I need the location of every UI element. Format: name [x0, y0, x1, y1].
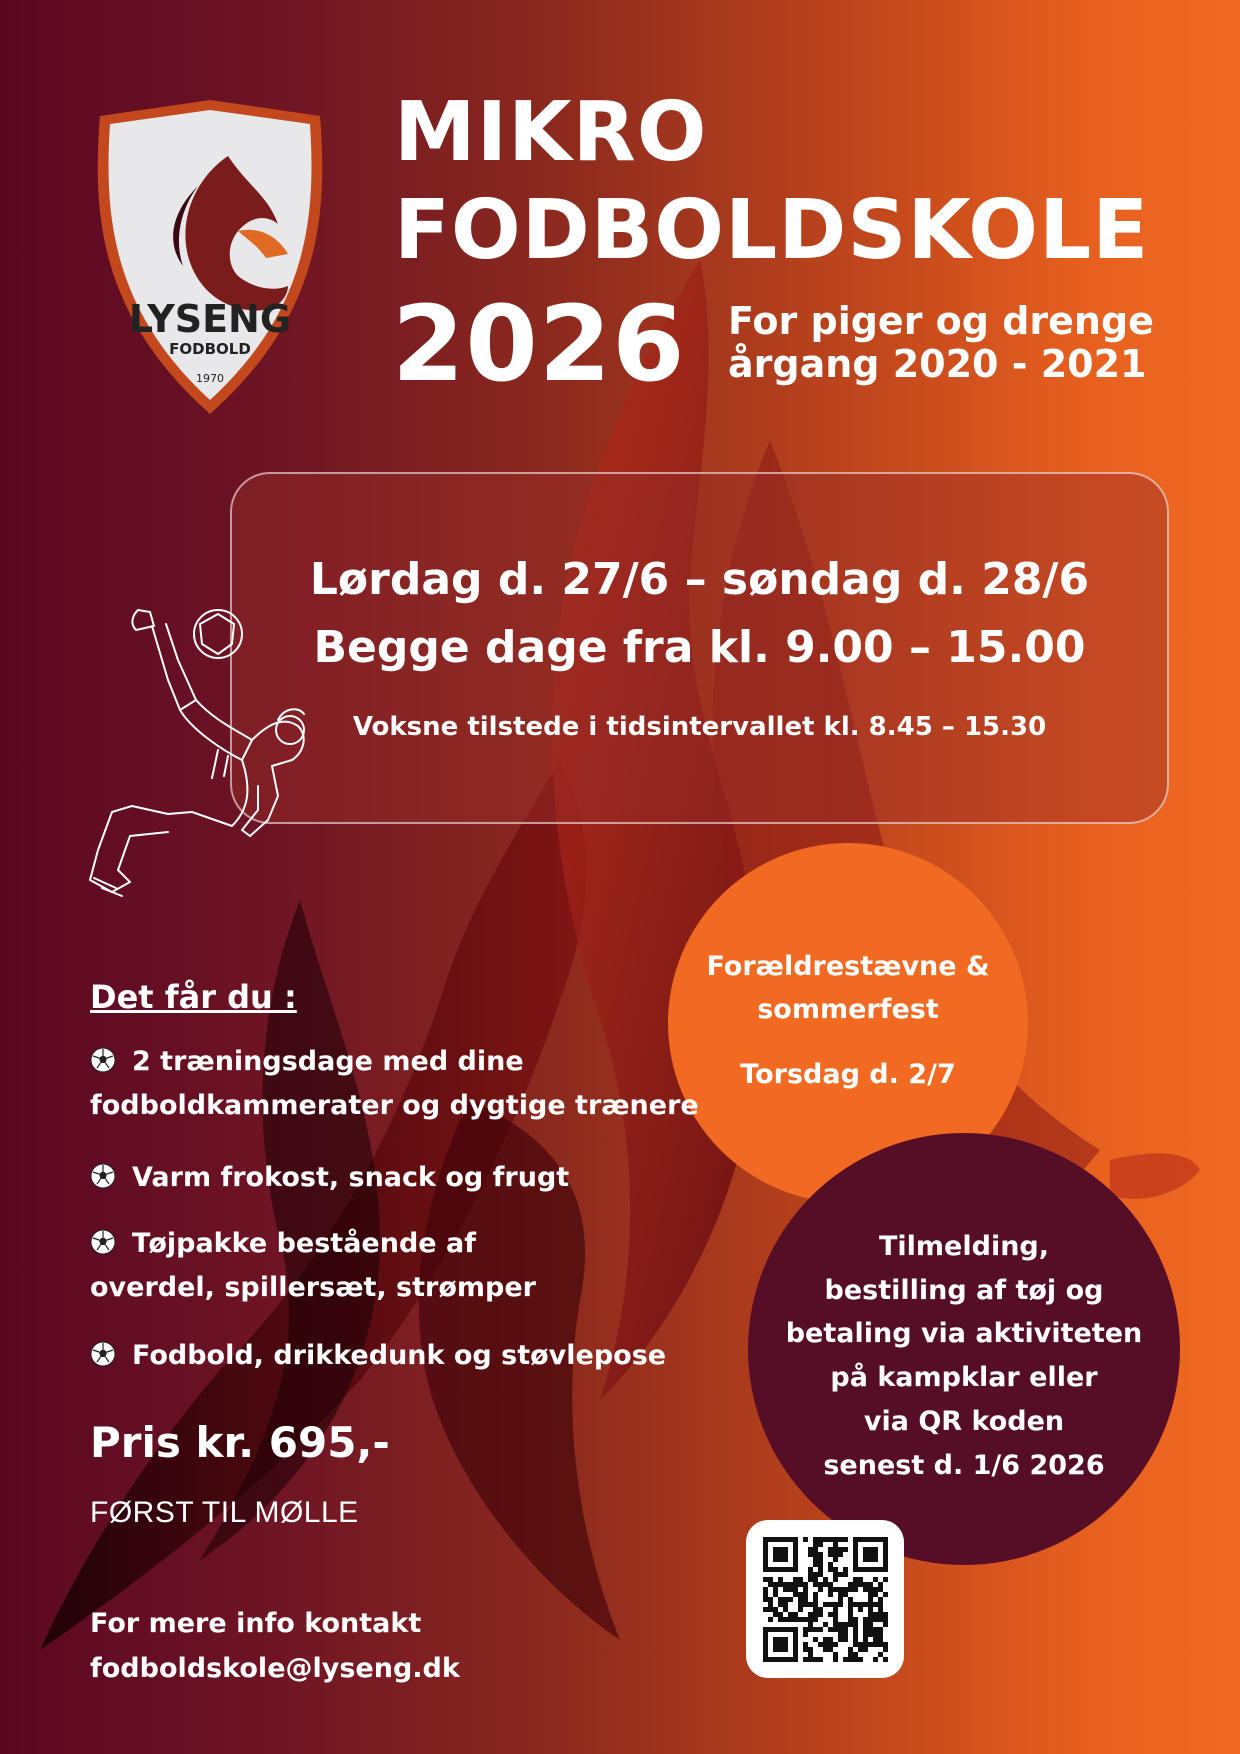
parent-event-line-1: Forældrestævne & [706, 951, 990, 982]
first-come-text: FØRST TIL MØLLE [90, 1496, 359, 1529]
benefit-item [90, 1222, 710, 1309]
subtitle-line-1: For piger og drenge [728, 299, 1154, 343]
bicycle-kick-player-icon [72, 600, 322, 900]
football-icon [90, 1229, 116, 1255]
benefit-text-cont: fodboldkammerater og dygtige trænere [90, 1089, 699, 1121]
benefits-title: Det får du : [90, 978, 297, 1016]
contact-email[interactable]: fodboldskole@lyseng.dk [90, 1652, 460, 1684]
title-line-1: MIKRO [394, 85, 708, 180]
parent-event-line-2: sommerfest [757, 994, 939, 1026]
benefit-text: 2 træningsdage med dine [132, 1046, 524, 1077]
contact-info [90, 1602, 460, 1691]
football-icon [90, 1047, 116, 1073]
title-year: 2026 [392, 283, 686, 405]
date-box [230, 472, 1169, 824]
registration-circle [748, 1133, 1180, 1565]
benefit-text-cont: overdel, spillersæt, strømper [90, 1271, 536, 1303]
qr-code[interactable] [746, 1520, 904, 1678]
lyseng-fodbold-logo [88, 96, 332, 418]
club-name: LYSENG [128, 297, 292, 341]
qr-code-icon [746, 1520, 904, 1678]
benefit-item [90, 1040, 710, 1127]
title-line-2: FODBOLDSKOLE [394, 183, 1150, 278]
date-line-1: Lørdag d. 27/6 – søndag d. 28/6 [309, 554, 1090, 605]
football-icon [90, 1163, 116, 1189]
subtitle [728, 300, 1154, 385]
contact-line: For mere info kontakt [90, 1608, 422, 1639]
registration-text: Tilmelding, bestilling af tøj og betaling via aktiviteten på kampklar eller via QR koden senest d. 1/6 2026 [785, 1231, 1143, 1481]
parent-event-title [668, 945, 1028, 1031]
date-line-3: Voksne tilstede i tidsintervallet kl. 8.45 – 15.30 [352, 712, 1047, 742]
benefit-text: Fodbold, drikkedunk og støvlepose [132, 1340, 667, 1371]
benefit-item [90, 1156, 710, 1200]
club-sub: FODBOLD [169, 340, 251, 358]
benefit-item [90, 1334, 710, 1378]
football-icon [90, 1341, 116, 1367]
club-year: 1970 [196, 372, 224, 385]
price: Pris kr. 695,- [90, 1418, 390, 1467]
subtitle-line-2: årgang 2020 - 2021 [728, 341, 1147, 386]
parent-event-date: Torsdag d. 2/7 [740, 1059, 956, 1090]
date-line-2: Begge dage fra kl. 9.00 – 15.00 [313, 622, 1086, 673]
benefit-text: Tøjpakke bestående af [132, 1228, 476, 1259]
benefit-text: Varm frokost, snack og frugt [132, 1162, 570, 1193]
